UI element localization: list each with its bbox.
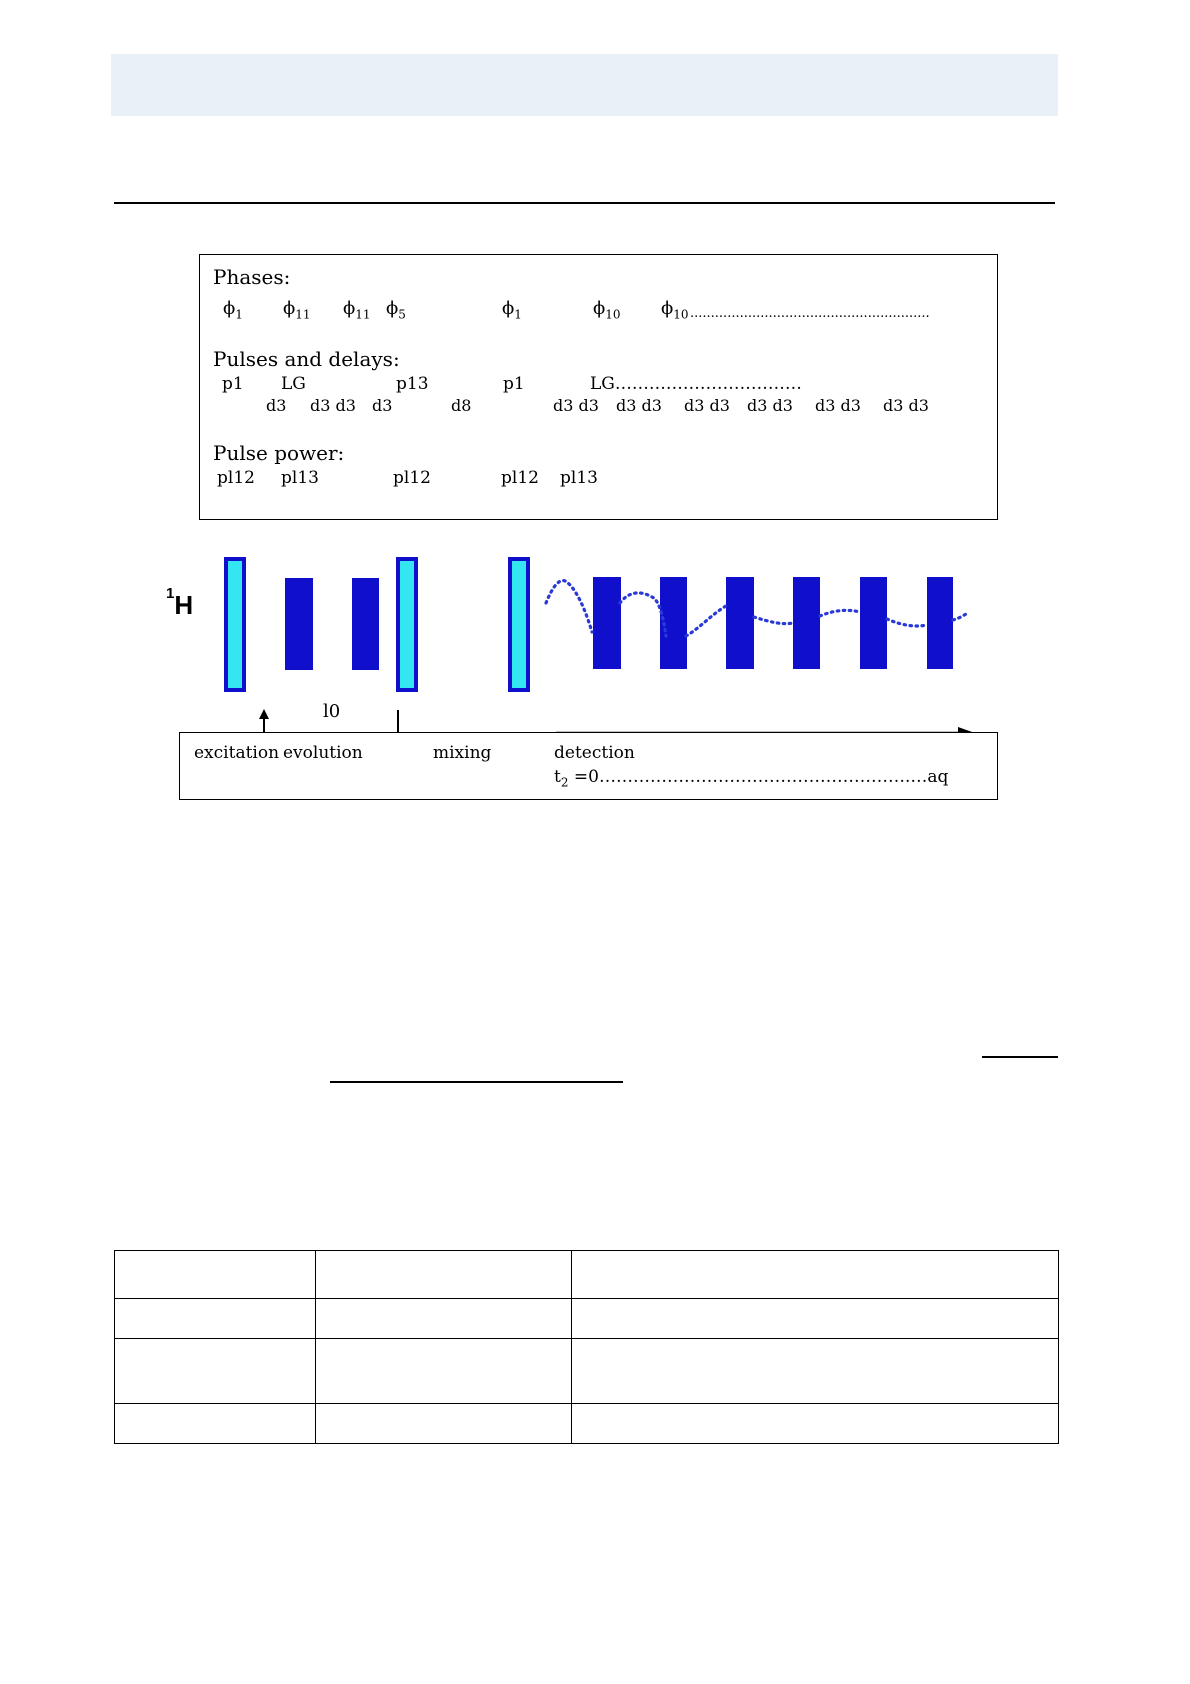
nucleus-mass: 1 [166, 585, 175, 603]
table-cell [316, 1299, 572, 1339]
lg-pulse-block [285, 578, 313, 670]
hard-pulse-p13 [398, 559, 416, 690]
phase-7: $\phi_{10}$ [661, 298, 689, 322]
delay: d3 d3 [747, 396, 793, 415]
power-heading: Pulse power: [213, 441, 345, 465]
data-table [114, 1250, 1059, 1444]
phase-5: $\phi_1$ [502, 298, 522, 322]
period-detection: detection [554, 743, 635, 763]
lg-pulse-block [860, 577, 887, 669]
delay: d3 d3 [553, 396, 599, 415]
delay: d3 d3 [310, 396, 356, 415]
delay: d3 d3 [616, 396, 662, 415]
table-row [115, 1339, 1059, 1404]
delay: d3 d3 [883, 396, 929, 415]
loop-arrowhead [259, 709, 269, 719]
header-rule [114, 202, 1055, 204]
table-row [115, 1404, 1059, 1444]
hard-pulse-mixing [510, 559, 528, 690]
pulses-heading: Pulses and delays: [213, 347, 400, 371]
underline [330, 1081, 623, 1083]
pulse-lg-detection: LG…………………………… [590, 374, 802, 394]
lg-pulse-block [593, 577, 621, 669]
table-cell [115, 1251, 316, 1299]
table-cell [572, 1299, 1059, 1339]
phase-2: $\phi_{11}$ [283, 298, 311, 322]
phase-4: $\phi_5$ [386, 298, 406, 322]
loop-label: l0 [323, 701, 341, 722]
nucleus-label: $^1$H [166, 585, 194, 620]
pulse-lg: LG [281, 374, 306, 394]
period-mixing: mixing [433, 743, 492, 763]
table-row [115, 1299, 1059, 1339]
delay: d3 [372, 396, 393, 415]
table-cell [115, 1339, 316, 1404]
pulse-p13: p13 [396, 374, 429, 394]
phase-1: $\phi_1$ [223, 298, 243, 322]
header-band [111, 54, 1058, 116]
acquisition-time: $t_2$ =0……………………………………………….…aq [554, 767, 949, 790]
table-cell [115, 1299, 316, 1339]
table-cell [316, 1339, 572, 1404]
table-cell [572, 1251, 1059, 1299]
period-excitation: excitation [194, 743, 280, 763]
period-evolution: evolution [283, 743, 363, 763]
pulse-p1: p1 [222, 374, 244, 394]
power-pl13: pl13 [281, 468, 319, 488]
phase-3: $\phi_{11}$ [343, 298, 371, 322]
power-pl12: pl12 [393, 468, 431, 488]
hard-pulse-excitation [226, 559, 244, 690]
lg-pulse-block [352, 578, 379, 670]
phase-6: $\phi_{10}$ [593, 298, 621, 322]
table-cell [572, 1404, 1059, 1444]
table-cell [115, 1404, 316, 1444]
underline [982, 1056, 1058, 1058]
table-cell [316, 1404, 572, 1444]
lg-pulse-block [793, 577, 820, 669]
lg-pulse-block [927, 577, 953, 669]
power-pl12: pl12 [217, 468, 255, 488]
delay: d3 [266, 396, 287, 415]
delay-d8: d8 [451, 396, 472, 415]
delay: d3 d3 [684, 396, 730, 415]
table-row [115, 1251, 1059, 1299]
power-pl12: pl12 [501, 468, 539, 488]
phase-dots: .......................................................... [690, 306, 930, 321]
power-pl13: pl13 [560, 468, 598, 488]
lg-pulse-block [726, 577, 754, 669]
table-cell [572, 1339, 1059, 1404]
table-cell [316, 1251, 572, 1299]
delay: d3 d3 [815, 396, 861, 415]
phases-heading: Phases: [213, 265, 291, 289]
pulse-p1-mixing: p1 [503, 374, 525, 394]
